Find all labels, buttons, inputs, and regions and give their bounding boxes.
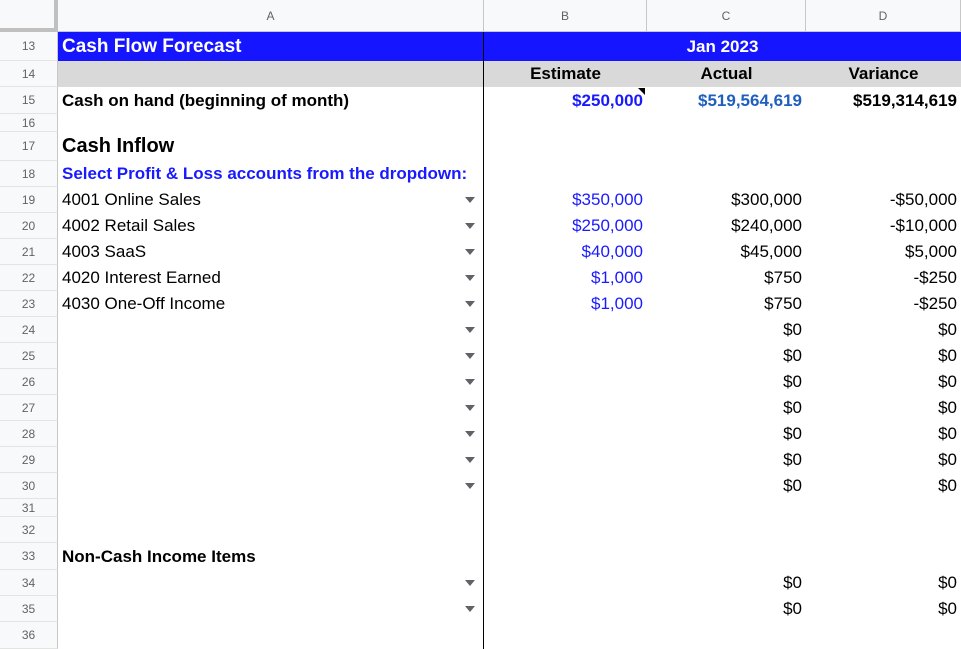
- inflow-account-cell[interactable]: [58, 317, 484, 343]
- dropdown-arrow-icon[interactable]: [465, 275, 475, 281]
- column-divider: [483, 32, 484, 649]
- inflow-variance-cell[interactable]: $0: [938, 424, 957, 443]
- noncash-estimate-cell[interactable]: [484, 570, 647, 596]
- dropdown-arrow-icon[interactable]: [465, 353, 475, 359]
- column-letter: B: [560, 8, 569, 23]
- inflow-account-cell[interactable]: 4020 Interest Earned: [62, 268, 221, 287]
- row-header[interactable]: 17: [0, 132, 58, 161]
- dropdown-arrow-icon[interactable]: [465, 606, 475, 612]
- dropdown-arrow-icon[interactable]: [465, 405, 475, 411]
- inflow-variance-cell[interactable]: $0: [938, 372, 957, 391]
- estimate-header[interactable]: Estimate: [530, 64, 601, 83]
- dropdown-arrow-icon[interactable]: [465, 327, 475, 333]
- select-accounts-prompt[interactable]: Select Profit & Loss accounts from the dropdown:: [62, 164, 468, 183]
- inflow-estimate-cell[interactable]: [484, 447, 647, 473]
- column-letter: D: [878, 8, 888, 23]
- inflow-estimate-cell[interactable]: $40,000: [581, 242, 643, 261]
- noncash-account-cell[interactable]: [58, 596, 484, 622]
- non-cash-heading[interactable]: Non-Cash Income Items: [62, 546, 256, 566]
- select-all-corner[interactable]: [0, 0, 58, 32]
- row-header[interactable]: 23: [0, 291, 58, 317]
- inflow-estimate-cell[interactable]: $250,000: [572, 216, 643, 235]
- inflow-account-cell[interactable]: [58, 447, 484, 473]
- variance-header[interactable]: Variance: [848, 64, 919, 83]
- column-header-a[interactable]: [58, 0, 484, 32]
- dropdown-arrow-icon[interactable]: [465, 301, 475, 307]
- row-header[interactable]: 13: [0, 32, 58, 61]
- noncash-variance-cell[interactable]: $0: [938, 599, 957, 618]
- inflow-estimate-cell[interactable]: [484, 343, 647, 369]
- row-header[interactable]: 28: [0, 421, 58, 447]
- dropdown-arrow-icon[interactable]: [465, 379, 475, 385]
- actual-header[interactable]: Actual: [700, 64, 753, 83]
- inflow-actual-cell[interactable]: $0: [783, 320, 802, 339]
- row-header[interactable]: 19: [0, 187, 58, 213]
- inflow-actual-cell[interactable]: $0: [783, 398, 802, 417]
- column-letter: A: [266, 8, 275, 23]
- inflow-variance-cell[interactable]: $0: [938, 476, 957, 495]
- inflow-account-cell[interactable]: [58, 395, 484, 421]
- inflow-variance-cell[interactable]: $5,000: [905, 242, 957, 261]
- column-header-c[interactable]: [647, 0, 806, 32]
- row-header[interactable]: 31: [0, 499, 58, 517]
- row-header[interactable]: 36: [0, 622, 58, 649]
- inflow-account-cell[interactable]: [58, 343, 484, 369]
- inflow-actual-cell[interactable]: $300,000: [731, 190, 802, 209]
- row-header[interactable]: 33: [0, 543, 58, 570]
- inflow-account-cell[interactable]: 4003 SaaS: [62, 242, 147, 261]
- inflow-account-cell[interactable]: 4001 Online Sales: [62, 190, 201, 209]
- inflow-estimate-cell[interactable]: $1,000: [591, 268, 643, 287]
- inflow-variance-cell[interactable]: -$50,000: [889, 190, 957, 209]
- inflow-actual-cell[interactable]: $240,000: [731, 216, 802, 235]
- inflow-actual-cell[interactable]: $0: [783, 372, 802, 391]
- noncash-variance-cell[interactable]: $0: [938, 573, 957, 592]
- cash-on-hand-estimate[interactable]: $250,000: [572, 90, 643, 110]
- inflow-estimate-cell[interactable]: [484, 317, 647, 343]
- row-header[interactable]: 29: [0, 447, 58, 473]
- dropdown-arrow-icon[interactable]: [465, 197, 475, 203]
- inflow-actual-cell[interactable]: $45,000: [740, 242, 802, 261]
- page-title[interactable]: Cash Flow Forecast: [62, 35, 242, 57]
- inflow-estimate-cell[interactable]: [484, 395, 647, 421]
- row-header[interactable]: 25: [0, 343, 58, 369]
- inflow-actual-cell[interactable]: $0: [783, 450, 802, 469]
- inflow-actual-cell[interactable]: $0: [783, 476, 802, 495]
- comment-marker-icon[interactable]: [638, 88, 645, 95]
- dropdown-arrow-icon[interactable]: [465, 431, 475, 437]
- noncash-account-cell[interactable]: [58, 570, 484, 596]
- inflow-variance-cell[interactable]: $0: [938, 398, 957, 417]
- dropdown-arrow-icon[interactable]: [465, 249, 475, 255]
- row-header[interactable]: 14: [0, 61, 58, 87]
- noncash-actual-cell[interactable]: $0: [783, 599, 802, 618]
- inflow-actual-cell[interactable]: $0: [783, 424, 802, 443]
- row-header[interactable]: 15: [0, 87, 58, 114]
- month-header[interactable]: Jan 2023: [686, 36, 759, 56]
- row-header[interactable]: 20: [0, 213, 58, 239]
- inflow-actual-cell[interactable]: $750: [764, 268, 802, 287]
- inflow-account-cell[interactable]: 4030 One-Off Income: [62, 294, 226, 313]
- inflow-variance-cell[interactable]: $0: [938, 320, 957, 339]
- column-header-b[interactable]: [484, 0, 647, 32]
- inflow-variance-cell[interactable]: -$250: [913, 294, 957, 313]
- row-header[interactable]: 35: [0, 596, 58, 622]
- dropdown-arrow-icon[interactable]: [465, 223, 475, 229]
- row-header[interactable]: 22: [0, 265, 58, 291]
- inflow-actual-cell[interactable]: $0: [783, 346, 802, 365]
- dropdown-arrow-icon[interactable]: [465, 580, 475, 586]
- inflow-estimate-cell[interactable]: [484, 369, 647, 395]
- noncash-actual-cell[interactable]: $0: [783, 573, 802, 592]
- inflow-variance-cell[interactable]: -$250: [913, 268, 957, 287]
- cash-on-hand-label[interactable]: Cash on hand (beginning of month): [62, 90, 350, 110]
- inflow-variance-cell[interactable]: $0: [938, 450, 957, 469]
- row-header[interactable]: 27: [0, 395, 58, 421]
- inflow-account-cell[interactable]: 4002 Retail Sales: [62, 216, 196, 235]
- inflow-estimate-cell[interactable]: $1,000: [591, 294, 643, 313]
- cash-on-hand-variance[interactable]: $519,314,619: [853, 90, 957, 110]
- inflow-estimate-cell[interactable]: $350,000: [572, 190, 643, 209]
- inflow-account-cell[interactable]: [58, 473, 484, 499]
- inflow-account-cell[interactable]: [58, 369, 484, 395]
- row-header[interactable]: 18: [0, 161, 58, 187]
- row-header[interactable]: 32: [0, 517, 58, 543]
- inflow-actual-cell[interactable]: $750: [764, 294, 802, 313]
- dropdown-arrow-icon[interactable]: [465, 483, 475, 489]
- noncash-estimate-cell[interactable]: [484, 596, 647, 622]
- column-header-d[interactable]: [806, 0, 961, 32]
- inflow-variance-cell[interactable]: $0: [938, 346, 957, 365]
- column-letter: C: [721, 8, 731, 23]
- row-header[interactable]: 30: [0, 473, 58, 499]
- row-header[interactable]: 26: [0, 369, 58, 395]
- dropdown-arrow-icon[interactable]: [465, 457, 475, 463]
- cash-on-hand-actual[interactable]: $519,564,619: [698, 90, 802, 110]
- row-header[interactable]: 21: [0, 239, 58, 265]
- row-header[interactable]: 16: [0, 114, 58, 132]
- row-header[interactable]: 24: [0, 317, 58, 343]
- inflow-variance-cell[interactable]: -$10,000: [889, 216, 957, 235]
- inflow-estimate-cell[interactable]: [484, 421, 647, 447]
- inflow-estimate-cell[interactable]: [484, 473, 647, 499]
- cash-inflow-heading[interactable]: Cash Inflow: [62, 135, 175, 157]
- inflow-account-cell[interactable]: [58, 421, 484, 447]
- row-header[interactable]: 34: [0, 570, 58, 596]
